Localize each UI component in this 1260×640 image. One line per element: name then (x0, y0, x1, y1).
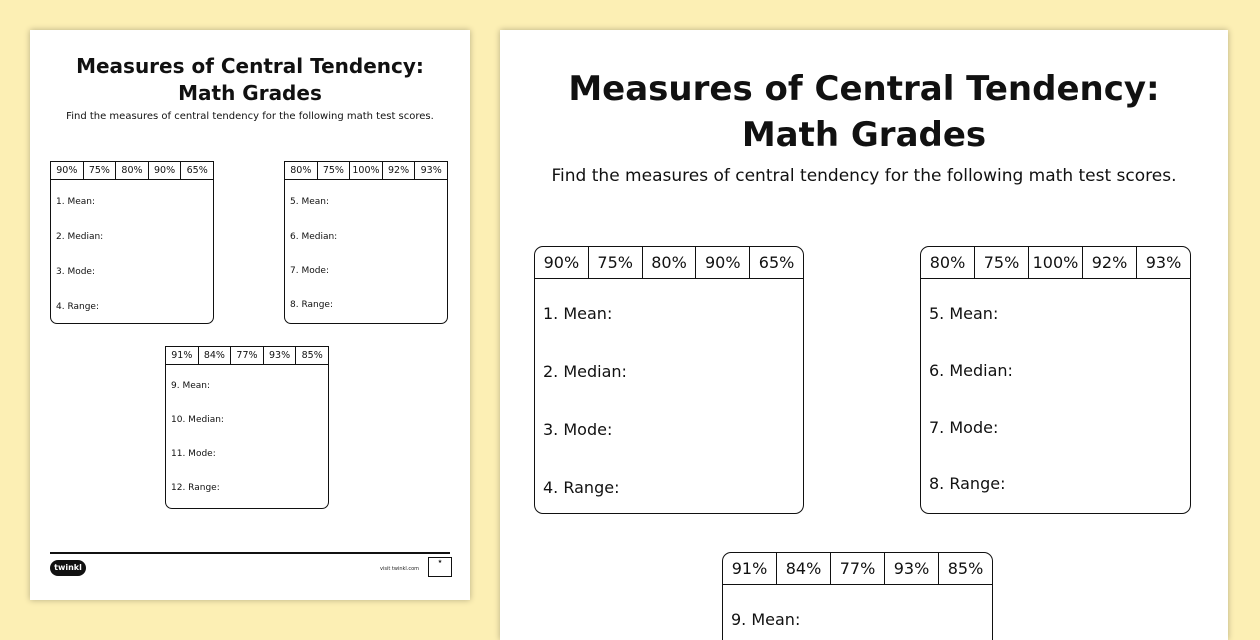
instructions: Find the measures of central tendency for the following math test scores. (66, 111, 434, 122)
score-table-1 (50, 161, 214, 324)
score-cell: 80% (642, 247, 696, 278)
score-header-row (51, 162, 213, 180)
footer-url: visit twinkl.com (380, 566, 420, 572)
score-cell: 92% (1082, 247, 1136, 278)
score-cell: 90% (695, 247, 749, 278)
score-cell: 80% (290, 165, 312, 176)
score-cell: 90% (543, 253, 580, 272)
score-cell: 90% (56, 165, 78, 176)
page-title-line1: Measures of Central Tendency: (76, 54, 424, 78)
score-table-2 (920, 246, 1191, 514)
score-cell: 75% (83, 162, 116, 179)
question-mode: 3. Mode: (56, 267, 96, 277)
score-table-3 (165, 346, 329, 509)
question-mode: 11. Mode: (171, 449, 216, 459)
question-mean: 9. Mean: (731, 610, 801, 629)
instructions: Find the measures of central tendency for the following math test scores. (551, 166, 1177, 186)
question-mean: 9. Mean: (171, 381, 211, 391)
score-header-row (166, 347, 328, 365)
score-header-row (723, 553, 992, 585)
question-range: 8. Range: (290, 300, 334, 310)
score-cell: 91% (731, 559, 768, 578)
page-title-line1: Measures of Central Tendency: (568, 69, 1160, 109)
question-mode: 3. Mode: (543, 420, 613, 439)
score-cell: 65% (180, 162, 213, 179)
score-header-row (921, 247, 1190, 279)
score-header-row (285, 162, 447, 180)
score-cell: 75% (974, 247, 1028, 278)
question-mean: 1. Mean: (543, 304, 613, 323)
score-cell: 65% (749, 247, 803, 278)
score-cell: 75% (588, 247, 642, 278)
question-mean: 5. Mean: (290, 197, 330, 207)
score-cell: 92% (382, 162, 415, 179)
question-mode: 7. Mode: (290, 266, 330, 276)
question-range: 4. Range: (56, 302, 100, 312)
twinkl-logo: twinkl (50, 560, 86, 576)
score-cell: 93% (414, 162, 447, 179)
page-title-line2: Math Grades (741, 115, 987, 155)
worksheet-page (500, 30, 1228, 640)
score-table-3 (722, 552, 993, 640)
score-cell: 93% (263, 347, 296, 364)
score-cell: 84% (198, 347, 231, 364)
question-median: 6. Median: (290, 232, 338, 242)
score-cell: 85% (295, 347, 328, 364)
score-cell: 93% (1136, 247, 1190, 278)
question-range: 12. Range: (171, 483, 220, 493)
question-range: 4. Range: (543, 478, 620, 497)
score-cell: 90% (148, 162, 181, 179)
score-cell: 100% (349, 162, 382, 179)
footer-divider (50, 552, 450, 554)
score-cell: 91% (171, 350, 193, 361)
question-mean: 5. Mean: (929, 304, 999, 323)
question-mean: 1. Mean: (56, 197, 96, 207)
score-header-row (535, 247, 803, 279)
score-cell: 100% (1028, 247, 1082, 278)
score-cell: 80% (929, 253, 966, 272)
score-cell: 75% (317, 162, 350, 179)
question-median: 10. Median: (171, 415, 224, 425)
worksheet-preview-thumbnail[interactable] (30, 30, 470, 600)
score-cell: 93% (884, 553, 938, 584)
score-cell: 84% (776, 553, 830, 584)
page-title-line2: Math Grades (178, 81, 322, 105)
score-cell: 85% (938, 553, 992, 584)
score-cell: 80% (115, 162, 148, 179)
quality-badge-icon: ★ (428, 557, 452, 577)
question-median: 2. Median: (543, 362, 627, 381)
score-cell: 77% (830, 553, 884, 584)
question-mode: 7. Mode: (929, 418, 999, 437)
question-range: 8. Range: (929, 474, 1006, 493)
score-cell: 77% (230, 347, 263, 364)
score-table-1 (534, 246, 804, 514)
score-table-2 (284, 161, 448, 324)
question-median: 6. Median: (929, 361, 1013, 380)
question-median: 2. Median: (56, 232, 104, 242)
